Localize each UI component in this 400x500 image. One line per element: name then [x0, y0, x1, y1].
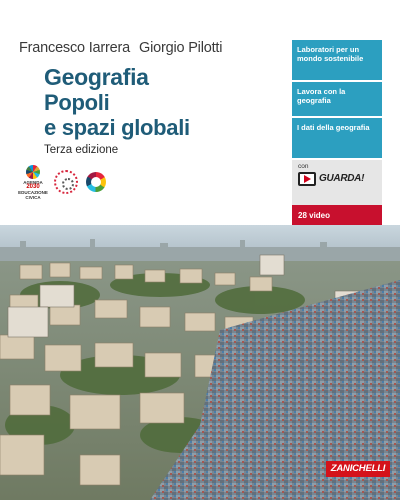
sdg-wheel-icon: [26, 165, 40, 179]
dotted-circle-icon: [54, 170, 78, 194]
side-box-laboratori: Laboratori per un mondo sostenibile: [292, 40, 382, 80]
guarda-label: GUARDA!: [319, 173, 365, 184]
author-1: Francesco Iarrera: [19, 40, 131, 56]
authors: [19, 40, 231, 56]
video-badge: [292, 160, 382, 205]
book-title: Geografia: [44, 64, 149, 90]
agenda-sub-2: CIVICA: [25, 194, 41, 200]
con-label: con: [298, 163, 309, 170]
side-box-dati: I dati della geografia: [292, 118, 382, 158]
play-tv-icon: [298, 172, 316, 186]
subtitle-line-2: e spazi globali: [44, 115, 190, 140]
subtitle-line-1: Popoli: [44, 90, 110, 115]
agenda-sub-1: EDUCAZIONE: [18, 189, 48, 195]
agenda-year: 2030: [26, 183, 40, 190]
edition-label: Terza edizione: [44, 144, 119, 156]
city-photo: [0, 225, 400, 500]
color-ring-icon: [86, 172, 106, 192]
logo-row: [18, 168, 106, 200]
publisher-logo: ZANICHELLI: [326, 461, 390, 477]
agenda-title: AGENDA: [23, 179, 43, 185]
side-panel: [292, 40, 382, 160]
side-box-lavora: Lavora con la geografia: [292, 82, 382, 116]
agenda-2030-logo: [20, 165, 46, 200]
book-subtitle: [44, 90, 190, 140]
video-count: 28 video: [292, 205, 382, 227]
author-2: Giorgio Pilotti: [139, 40, 223, 56]
